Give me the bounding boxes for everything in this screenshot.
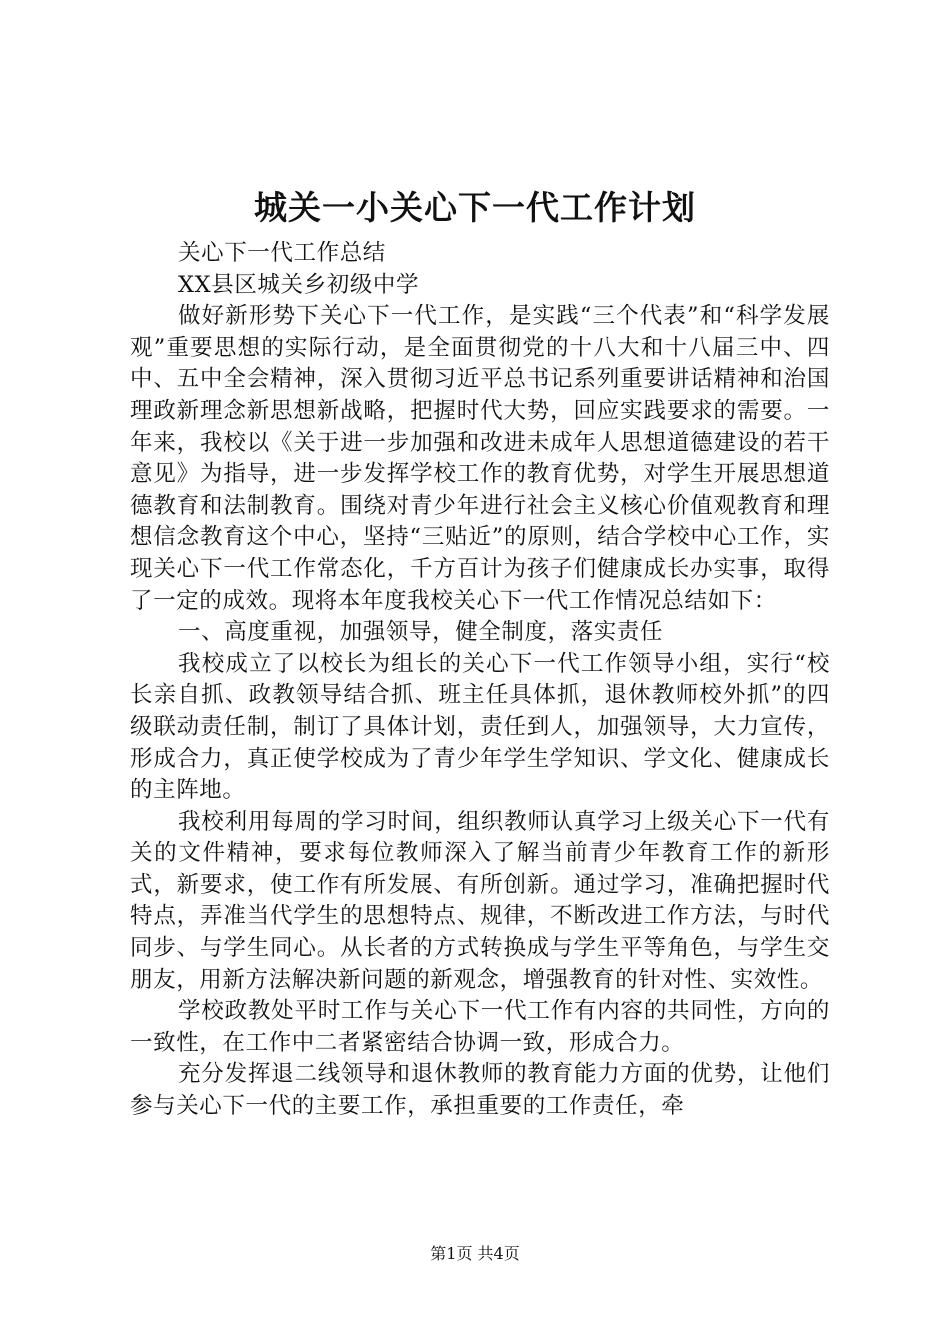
section-heading: 一、高度重视，加强领导，健全制度，落实责任	[178, 619, 664, 646]
document-body	[130, 238, 830, 1123]
body-paragraph: 学校政教处平时工作与关心下一代工作有内容的共同性，方向的一致性，在工作中二者紧密结合协调一致，形成合力。	[130, 998, 830, 1056]
subtitle-paragraph: 关心下一代工作总结	[178, 240, 386, 266]
page-footer: 第1页 共4页	[430, 1244, 520, 1263]
page-title: 城关一小关心下一代工作计划	[254, 188, 696, 227]
school-name-paragraph: XX县区城关乡初级中学	[178, 271, 420, 298]
body-paragraph: 我校成立了以校长为组长的关心下一代工作领导小组，实行“校长亲自抓、政教领导结合抓、班主任具体抓，退休教师校外抓”的四级联动责任制，制订了具体计划，责任到人，加强领导，大力宣传，形成合力，真正使学校成为了青少年学生学知识、学文化、健康成长的主阵地。	[130, 650, 830, 804]
body-paragraph: 充分发挥退二线领导和退休教师的教育能力方面的优势，让他们参与关心下一代的主要工作，承担重要的工作责任，牵	[130, 1061, 830, 1120]
intro-paragraph: 做好新形势下关心下一代工作，是实践“三个代表”和“科学发展观”重要思想的实际行动，是全面贯彻党的十八大和十八届三中、四中、五中全会精神，深入贯彻习近平总书记系列重要讲话精神和治国理政新理念新思想新战略，把握时代大势，回应实践要求的需要。一年来，我校以《关于进一步加强和改进未成年人思想道德建设的若干意见》为指导，进一步发挥学校工作的教育优势，对学生开展思想道德教育和法制教育。围绕对青少年进行社会主义核心价值观教育和理想信念教育这个中心，坚持“三贴近”的原则，结合学校中心工作，实现关心下一代工作常态化，千方百计为孩子们健康成长办实事，取得了一定的成效。现将本年度我校关心下一代工作情况总结如下：	[130, 303, 830, 614]
body-paragraph: 我校利用每周的学习时间，组织教师认真学习上级关心下一代有关的文件精神，要求每位教师深入了解当前青少年教育工作的新形式，新要求，使工作有所发展、有所创新。通过学习，准确把握时代特点，弄准当代学生的思想特点、规律，不断改进工作方法，与时代同步、与学生同心。从长者的方式转换成与学生平等角色，与学生交朋友，用新方法解决新问题的新观念，增强教育的针对性、实效性。	[130, 808, 830, 993]
